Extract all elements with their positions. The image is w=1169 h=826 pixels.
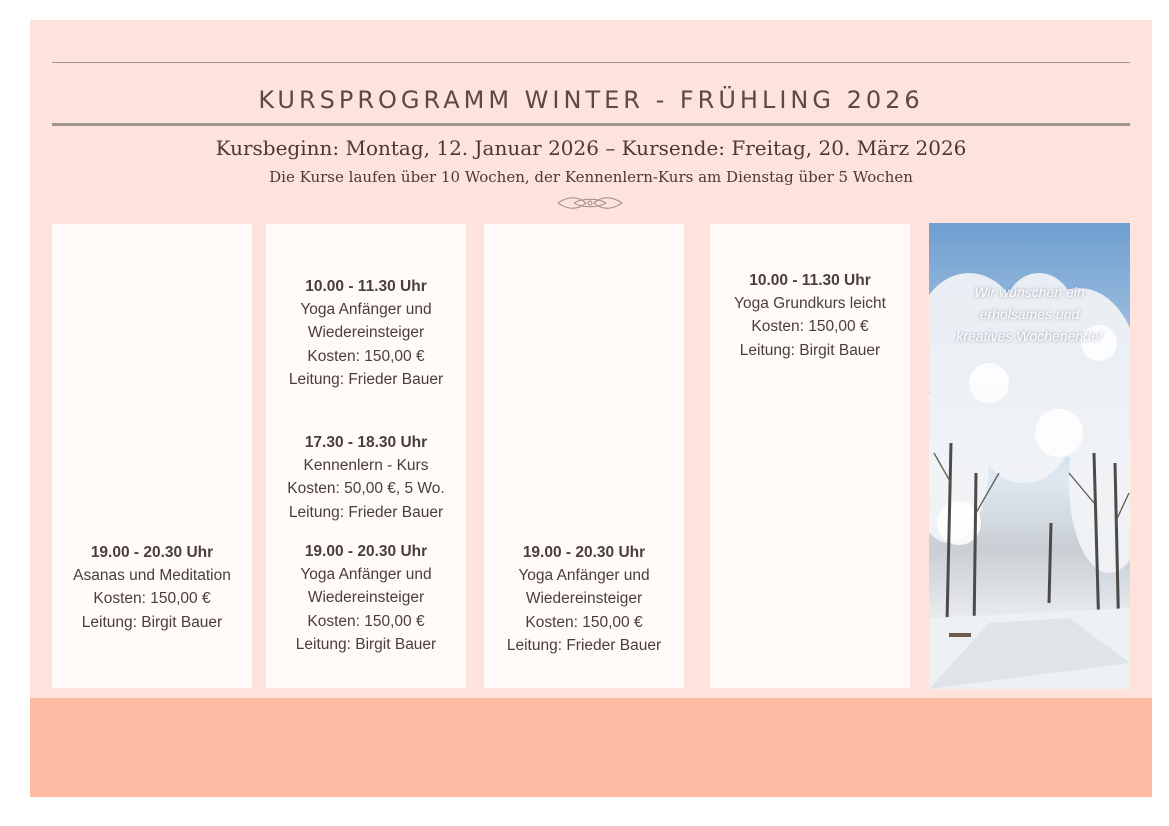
course-block	[484, 541, 684, 657]
course-title: Asanas und Meditation	[73, 567, 231, 585]
page-title: KURSPROGRAMM WINTER - FRÜHLING 2026	[258, 86, 924, 114]
course-column-4	[710, 224, 910, 688]
course-cost: Kosten: 50,00 €, 5 Wo.	[287, 480, 445, 498]
course-time: 10.00 - 11.30 Uhr	[749, 272, 871, 289]
course-column-3	[484, 224, 684, 688]
course-instructor: Leitung: Birgit Bauer	[295, 635, 437, 653]
ornament-flourish-icon	[556, 192, 624, 214]
course-duration-note: Die Kurse laufen über 10 Wochen, der Kennenlern-Kurs am Dienstag über 5 Wochen	[269, 168, 913, 186]
course-cost: Kosten: 150,00 €	[751, 318, 869, 336]
course-title-cont: Wiedereinsteiger	[307, 324, 425, 342]
course-time: 17.30 - 18.30 Uhr	[304, 434, 428, 451]
course-cost: Kosten: 150,00 €	[307, 612, 425, 630]
top-rule	[52, 62, 1130, 63]
course-title: Yoga Anfänger und	[300, 566, 432, 584]
course-title: Yoga Anfänger und	[518, 567, 650, 585]
course-block	[710, 269, 910, 362]
course-time: 19.00 - 20.30 Uhr	[522, 544, 646, 561]
course-column-2	[266, 224, 466, 688]
course-title: Yoga Grundkurs leicht	[734, 295, 886, 313]
course-title-cont: Wiedereinsteiger	[307, 589, 425, 607]
course-time: 10.00 - 11.30 Uhr	[305, 278, 427, 295]
greeting-line: Wir wünschen ein	[974, 284, 1085, 300]
course-title: Kennenlern - Kurs	[303, 457, 429, 475]
course-instructor: Leitung: Birgit Bauer	[81, 613, 223, 631]
greeting-line: kreatives Wochenende!	[956, 328, 1103, 344]
winter-trees-photo	[929, 223, 1130, 689]
title-rule	[52, 123, 1130, 126]
course-instructor: Leitung: Frieder Bauer	[506, 636, 662, 654]
course-time: 19.00 - 20.30 Uhr	[90, 544, 214, 561]
course-column-1	[52, 224, 252, 688]
greeting-text	[929, 281, 1130, 347]
course-block	[266, 540, 466, 656]
course-instructor: Leitung: Frieder Bauer	[288, 503, 444, 521]
footer-band	[30, 698, 1152, 797]
course-title-cont: Wiedereinsteiger	[525, 590, 643, 608]
course-block	[266, 431, 466, 524]
course-cost: Kosten: 150,00 €	[525, 613, 643, 631]
greeting-line: erholsames und	[979, 306, 1080, 322]
course-cost: Kosten: 150,00 €	[307, 347, 425, 365]
course-instructor: Leitung: Birgit Bauer	[739, 341, 881, 359]
course-block	[266, 275, 466, 391]
course-block	[52, 541, 252, 634]
course-instructor: Leitung: Frieder Bauer	[288, 370, 444, 388]
course-period: Kursbeginn: Montag, 12. Januar 2026 – Kursende: Freitag, 20. März 2026	[215, 136, 967, 160]
course-time: 19.00 - 20.30 Uhr	[304, 543, 428, 560]
course-title: Yoga Anfänger und	[300, 301, 432, 319]
course-cost: Kosten: 150,00 €	[93, 590, 211, 608]
